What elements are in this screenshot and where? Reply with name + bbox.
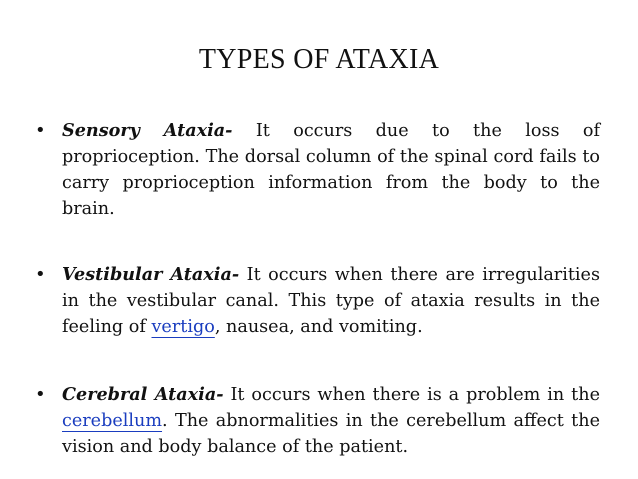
vertigo-link[interactable]: vertigo [151,317,215,337]
bullet-term: Sensory Ataxia- [62,120,233,141]
bullet-dot: • [35,264,46,285]
cerebellum-link[interactable]: cerebellum [62,411,163,431]
bullet-term: Cerebral Ataxia- [62,384,224,405]
bullet-term: Vestibular Ataxia- [62,264,240,285]
bullet-text: . The abnormalities in the cerebellum affect the vision and body balance of the patient. [62,411,600,457]
bullet-text: , nausea, and vomiting. [214,317,423,337]
bullet-vestibular-ataxia [35,262,600,340]
bullet-cerebral-ataxia [35,382,600,460]
bullet-sensory-ataxia [35,118,600,222]
bullet-dot: • [35,120,46,141]
bullet-text: It occurs when there are irregularities in the vestibular canal. This type of ataxia results in the feeling of [62,265,600,337]
slide-title: TYPES OF ATAXIA [198,44,440,75]
bullet-dot: • [35,384,46,405]
bullet-text: It occurs due to the loss of proprioception. The dorsal column of the spinal cord fails to carry proprioception information from the body to the brain. [62,121,600,219]
bullet-text: It occurs when there is a problem in the [223,385,600,405]
